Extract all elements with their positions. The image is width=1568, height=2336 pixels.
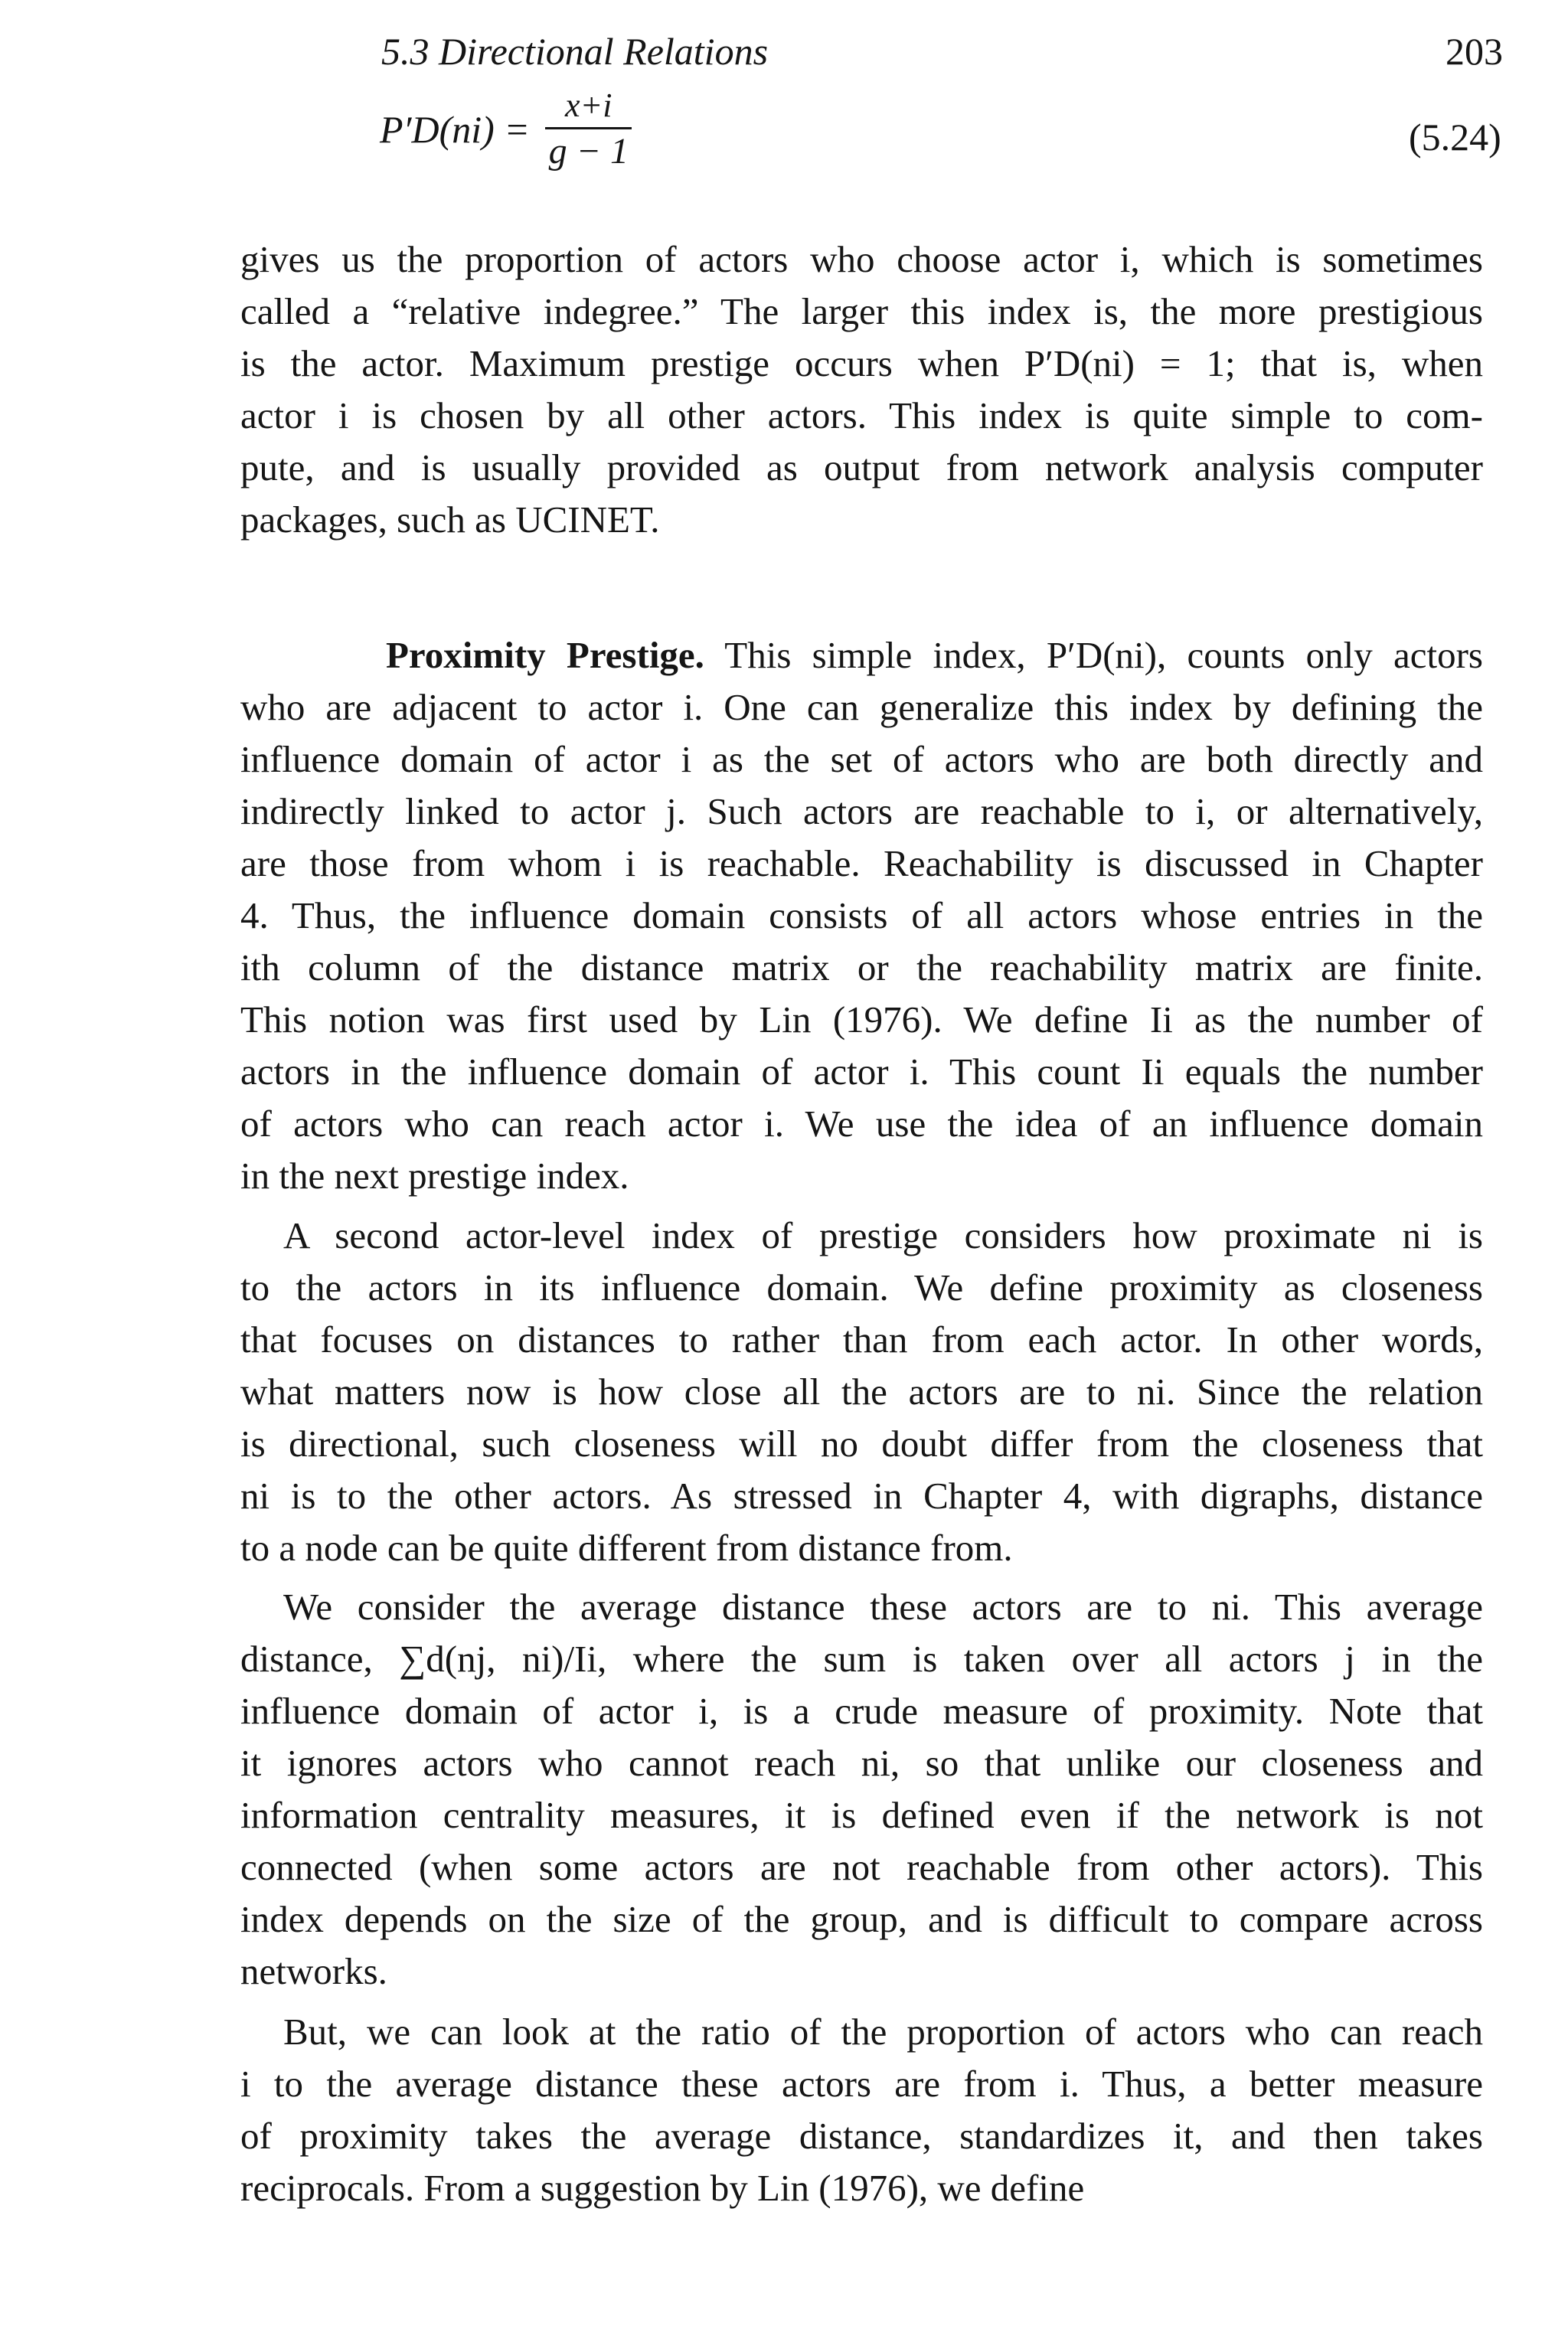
paragraph-relative-indegree bbox=[240, 234, 1483, 546]
text-line: ith column of the distance matrix or the reachability matrix are finite. bbox=[240, 946, 1483, 988]
text-line: ni is to the other actors. As stressed in Chapter 4, with digraphs, distance bbox=[240, 1475, 1483, 1517]
text-line: of actors who can reach actor i. We use the idea of an influence domain bbox=[240, 1103, 1483, 1145]
text-line: called a “relative indegree.” The larger this index is, the more prestigious bbox=[240, 290, 1483, 332]
text-line: packages, such as UCINET. bbox=[240, 498, 660, 541]
text-line: it ignores actors who cannot reach ni, so that unlike our closeness and bbox=[240, 1742, 1483, 1784]
text-line: to a node can be quite different from distance from. bbox=[240, 1527, 1013, 1569]
text-line: connected (when some actors are not reachable from other actors). This bbox=[240, 1846, 1483, 1888]
text-fragment: This simple index, P′D(ni), counts only actors bbox=[724, 634, 1483, 676]
text-line: gives us the proportion of actors who choose actor i, which is sometimes bbox=[240, 238, 1483, 280]
equation-denominator: g − 1 bbox=[548, 131, 629, 172]
text-line: information centrality measures, it is defined even if the network is not bbox=[240, 1794, 1483, 1836]
text-line: 4. Thus, the influence domain consists of all actors whose entries in the bbox=[240, 894, 1483, 936]
text-line: are those from whom i is reachable. Reachability is discussed in Chapter bbox=[240, 842, 1483, 884]
paragraph-better-measure bbox=[240, 2006, 1483, 2214]
text-line: networks. bbox=[240, 1950, 387, 1992]
text-line: But, we can look at the ratio of the proportion of actors who can reach bbox=[283, 2011, 1483, 2053]
text-line: influence domain of actor i, is a crude measure of proximity. Note that bbox=[240, 1690, 1483, 1732]
paragraph-proximity-prestige bbox=[240, 629, 1483, 1202]
text-line: that focuses on distances to rather than from each actor. In other words, bbox=[240, 1318, 1483, 1361]
equation-lhs: P′D(ni) = bbox=[380, 107, 531, 151]
text-line: to the actors in its influence domain. We define proximity as closeness bbox=[240, 1266, 1483, 1308]
text-line: of proximity takes the average distance, standardizes it, and then takes bbox=[240, 2115, 1483, 2157]
text-line: influence domain of actor i as the set of actors who are both directly and bbox=[240, 738, 1483, 780]
equation-numerator: x+i bbox=[545, 84, 632, 129]
paragraph-average-distance bbox=[240, 1581, 1483, 1998]
text-line bbox=[240, 629, 1483, 681]
text-line: actors in the influence domain of actor i. This count Ii equals the number bbox=[240, 1050, 1483, 1093]
text-line: actor i is chosen by all other actors. This index is quite simple to com- bbox=[240, 394, 1483, 436]
section-runin-heading: Proximity Prestige. bbox=[386, 634, 704, 676]
running-head: 5.3 Directional Relations bbox=[381, 30, 769, 73]
text-line: indirectly linked to actor j. Such actors are reachable to i, or alternatively, bbox=[240, 790, 1483, 832]
text-line: what matters now is how close all the actors are to ni. Since the relation bbox=[240, 1371, 1483, 1413]
paragraph-proximity-definition bbox=[240, 1210, 1483, 1574]
text-line: i to the average distance these actors are from i. Thus, a better measure bbox=[240, 2063, 1483, 2105]
text-line: distance, ∑d(nj, ni)/Ii, where the sum is taken over all actors j in the bbox=[240, 1638, 1483, 1680]
text-line: We consider the average distance these actors are to ni. This average bbox=[283, 1586, 1483, 1628]
text-line: who are adjacent to actor i. One can generalize this index by defining the bbox=[240, 686, 1483, 728]
text-line: A second actor-level index of prestige considers how proximate ni is bbox=[283, 1214, 1483, 1256]
equation-number: (5.24) bbox=[1409, 116, 1501, 158]
text-line: in the next prestige index. bbox=[240, 1155, 629, 1197]
text-line: index depends on the size of the group, and is difficult to compare across bbox=[240, 1898, 1483, 1940]
text-line: This notion was first used by Lin (1976). We define Ii as the number of bbox=[240, 998, 1483, 1041]
equation-fraction bbox=[545, 84, 632, 174]
page-number: 203 bbox=[1446, 30, 1503, 73]
text-line: is directional, such closeness will no doubt differ from the closeness that bbox=[240, 1423, 1483, 1465]
text-line: is the actor. Maximum prestige occurs when P′D(ni) = 1; that is, when bbox=[240, 342, 1483, 384]
equation-5-24 bbox=[380, 84, 632, 174]
text-line: reciprocals. From a suggestion by Lin (1976), we define bbox=[240, 2167, 1085, 2209]
text-line: pute, and is usually provided as output from network analysis computer bbox=[240, 446, 1483, 488]
